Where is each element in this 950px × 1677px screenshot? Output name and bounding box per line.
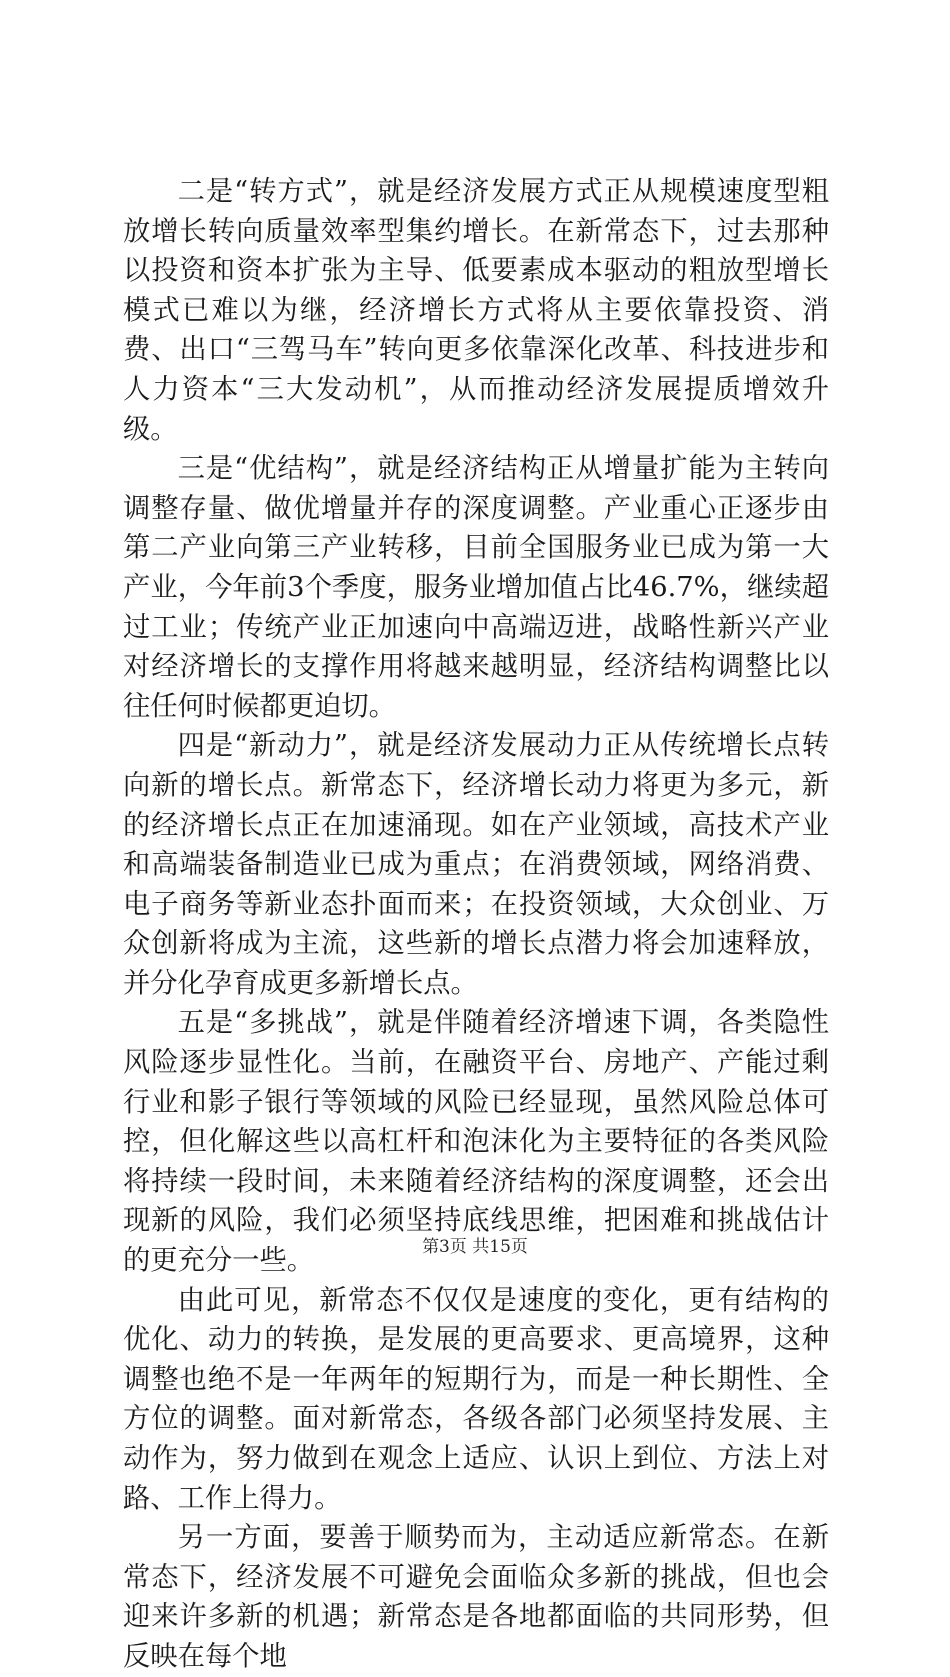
document-body <box>123 172 829 1677</box>
paragraph-duo-tiaozhan: 五是“多挑战”，就是伴随着经济增速下调，各类隐性风险逐步显性化。当前，在融资平台、房地产、产能过剩行业和影子银行等领域的风险已经显现，虽然风险总体可控，但化解这些以高杠杆和泡沫化为主要特征的各类风险将持续一段时间，未来随着经济结构的深度调整，还会出现新的风险，我们必须坚持底线思维，把困难和挑战估计的更充分一些。 <box>123 1007 829 1277</box>
paragraph-zhuan-fangshi: 二是“转方式”，就是经济发展方式正从规模速度型粗放增长转向质量效率型集约增长。在新常态下，过去那种以投资和资本扩张为主导、低要素成本驱动的粗放型增长模式已难以为继，经济增长方式将从主要依靠投资、消费、出口“三驾马车”转向更多依靠深化改革、科技进步和人力资本“三大发动机”，从而推动经济发展提质增效升级。 <box>123 176 829 445</box>
paragraph-you-jiegou: 三是“优结构”，就是经济结构正从增量扩能为主转向调整存量、做优增量并存的深度调整。产业重心正逐步由第二产业向第三产业转移，目前全国服务业已成为第一大产业，今年前3个季度，服务业增加值占比46.7%，继续超过工业；传统产业正加速向中高端迈进，战略性新兴产业对经济增长的支撑作用将越来越明显，经济结构调整比以往任何时候都更迫切。 <box>123 453 829 722</box>
paragraph-conclusion: 由此可见，新常态不仅仅是速度的变化，更有结构的优化、动力的转换，是发展的更高要求、更高境界，这种调整也绝不是一年两年的短期行为，而是一种长期性、全方位的调整。面对新常态，各级各部门必须坚持发展、主动作为，努力做到在观念上适应、认识上到位、方法上对路、工作上得力。 <box>123 1284 829 1514</box>
paragraph-xin-dongli: 四是“新动力”，就是经济发展动力正从传统增长点转向新的增长点。新常态下，经济增长动力将更为多元，新的经济增长点正在加速涌现。如在产业领域，高技术产业和高端装备制造业已成为重点；在消费领域，网络消费、电子商务等新业态扑面而来；在投资领域，大众创业、万众创新将成为主流，这些新的增长点潜力将会加速释放，并分化孕育成更多新增长点。 <box>123 730 829 999</box>
page-number: 第3页 共15页 <box>422 1237 528 1257</box>
page-footer <box>0 1236 950 1258</box>
paragraph-shunshi-erwei: 另一方面，要善于顺势而为，主动适应新常态。在新常态下，经济发展不可避免会面临众多新的挑战，但也会迎来许多新的机遇；新常态是各地都面临的共同形势，但反映在每个地 <box>123 1522 829 1672</box>
